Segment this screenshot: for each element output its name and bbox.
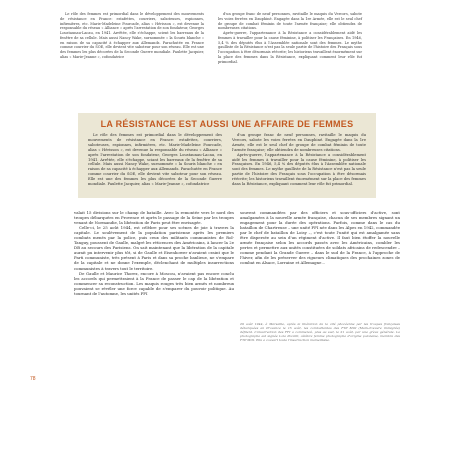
- body-left-paragraph-1: valait 15 divisions sur le champ de bataille. Avec la remontée vers le nord des troupes débarquées en Provence et après le passage de la Seine par les troupes venant de Normandie, la libération de Paris peut être envisagée.: [74, 210, 234, 226]
- body-right-column: [240, 210, 400, 266]
- body-left-paragraph-3: De Gaulle et Maurice Thorez, encore à Moscou, n'avaient pas encore conclu les accords qui permettraient à la France de passer le cap de la libération et commencer sa reconstruction. Les maquis rouges très bien armés et nombreux pouvaient se révéler une force capable de s'emparer du pouvoir politique. Au tournant de l'automne, les unités FFI: [74, 270, 234, 296]
- callout-left-column: [88, 133, 222, 187]
- top-right-paragraph-1: d'un groupe franc de neuf personnes, ravitaille le maquis du Vercors, sabote les voies ferrées en Dauphiné. Engagée dans la 1re Armée, elle est le seul chef de groupe de combat féminin de toute l'armée française; elle obtiendra de nombreuses citations.: [218, 12, 362, 31]
- callout-columns: [88, 133, 366, 187]
- callout-right-paragraph-1: d'un groupe franc de neuf personnes, ravitaille le maquis du Vercors, sabote les voies ferrées en Dauphiné. Engagée dans la 1re Armée, elle est le seul chef de groupe de combat féminin de toute l'armée française; elle obtiendra de nombreuses citations.: [232, 133, 366, 152]
- photo-caption: 29 août 1944, à Marseille, après la libération de la cité phocéenne par les troupes françaises débarquées en Provence le 15 août, les combattantes des FTP MOI (Main-d'œuvre immigrée) défilent. L'insurrection des FFI a commencé, plus au sud, le 21 août, par une grève générale. La photographe est signée Lola Pozzilli, célèbre femme photographe d'origine polonaise, membre des FTP MOI. Elle a couvert toute l'insurrection marseillaise.: [240, 322, 400, 343]
- callout-right-paragraph-2: Après-guerre, l'appartenance à la Résistance a considérablement aidé les femmes à travailler pour la cause féminine, à politiser les Françaises. En 1946, 5,4 % des députés élus à l'Assemblée nationale sont des femmes. Le mythe gaulliste de la Résistance n'est pas la seule partie de l'histoire des Français sous l'occupation à être désormais réécrite; les historiens travaillent énormément sur la place des femmes dans la Résistance, expliquant comment leur rôle fut primordial.: [232, 152, 366, 187]
- callout-right-column: [232, 133, 366, 187]
- top-left-paragraph: Le rôle des femmes est primordial dans le développement des mouvements de résistance en France: estafettes, courriers, saboteuses, espionnes, infirmières, etc. Marie-Madeleine Fourcade, alias « Hérisson », est devenue la responsable du réseau « Alliance » après l'arrestation de son fondateur, Georges Loustaunau-Lacau, en 1941. Arrêtée, elle s'échappe, scient les barreaux de la fenêtre de sa cellule. Mais aussi Nancy Wake, surnommée « la Souris blanche » en raison de sa capacité à échapper aux Allemands. Parachutée en France comme courrier du SOE, elle devient vite saboteur pour son réseau. Elle est une des femmes les plus décorées de la Seconde Guerre mondiale. Paulette Jacquier, alias « Marie-Jeanne », cofondatrice: [60, 12, 204, 59]
- top-left-column: [60, 12, 204, 60]
- body-left-column: [74, 210, 234, 296]
- callout-title: LA RÉSISTANCE EST AUSSI UNE AFFAIRE DE FEMMES: [100, 119, 354, 129]
- callout-left-paragraph: Le rôle des femmes est primordial dans le développement des mouvements de résistance en France: estafettes, courriers, saboteuses, espionnes, infirmières, etc. Marie-Madeleine Fourcade, alias « Hérisson », est devenue la responsable du réseau « Alliance » après l'arrestation de son fondateur, Georges Loustaunau-Lacau, en 1941. Arrêtée, elle s'échappe, sciant les barreaux de la fenêtre de sa cellule. Mais aussi Nancy Wake, surnommée « la Souris blanche » en raison de sa capacité à échapper aux Allemands. Parachutée en France comme courrier du SOE, elle devient vite saboteur pour son réseau. Elle est une des femmes les plus décorées de la Seconde Guerre mondiale. Paulette Jacquier, alias « Marie-Jeanne », cofondatrice: [88, 133, 222, 187]
- body-left-paragraph-2: Celle-ci, le 25 août 1944, est célèbre pour ses scènes de joie à travers la capitale. Le soulèvement de la population parisienne après les premiers combats menés par la police, puis ceux des militants communistes de Rol-Tanguy, poussent de Gaulle, malgré les réticences des Américains, à lancer la 2e DB au secours des Parisiens. On sait maintenant que la libération de la capitale aurait pu intervenir plus tôt, si de Gaulle et Eisenhower n'avaient craint que le Parti communiste, très présent à Paris et dans sa proche banlieue, ne s'empare de la capitale et ne donne l'exemple, déclenchant de multiples insurrections communistes à travers tout le territoire.: [74, 225, 234, 271]
- top-right-column: [218, 12, 362, 64]
- women-resistance-callout: [78, 113, 376, 198]
- body-right-paragraph-1: souvent commandées par des officiers et sous-officiers d'active, sont amalgamées à la nouvelle armée française, chacun de ses membres signant un engagement pour la durée des opérations. Parfois, comme dans le cas du bataillon de Chartreuse – une unité FFI née dans les Alpes en 1942, commandée par le chef de bataillon de Loisy –, c'est toute l'unité qui est amalgamée sans être dispersée au sein d'un régiment d'active. Il faut bien étoffer la nouvelle armée française selon les accords passés avec les Américains, combler les pertes et permettre aux unités constituées de soldats africains de redescendre – comme pendant la Grande Guerre – dans le sud de la France, à l'approche de l'hiver, afin de les préserver des rigueurs climatiques des prochaines zones de combat en Alsace, Lorraine et Allemagne...: [240, 210, 400, 266]
- page-number: 78: [30, 376, 36, 382]
- top-right-paragraph-2: Après-guerre, l'appartenance à la Résistance a considérablement aidé les femmes à travailler pour la cause féminine, à politiser les Françaises. En 1946, 5,4 % des députés élus à l'Assemblée nationale sont des femmes. Le mythe gaulliste de la Résistance n'est pas la seule partie de l'histoire des Français sous l'occupation à être désormais réécrite; les historiens travaillent énormément sur la place des femmes dans la Résistance, expliquant comment leur rôle fut primordial.: [218, 31, 362, 64]
